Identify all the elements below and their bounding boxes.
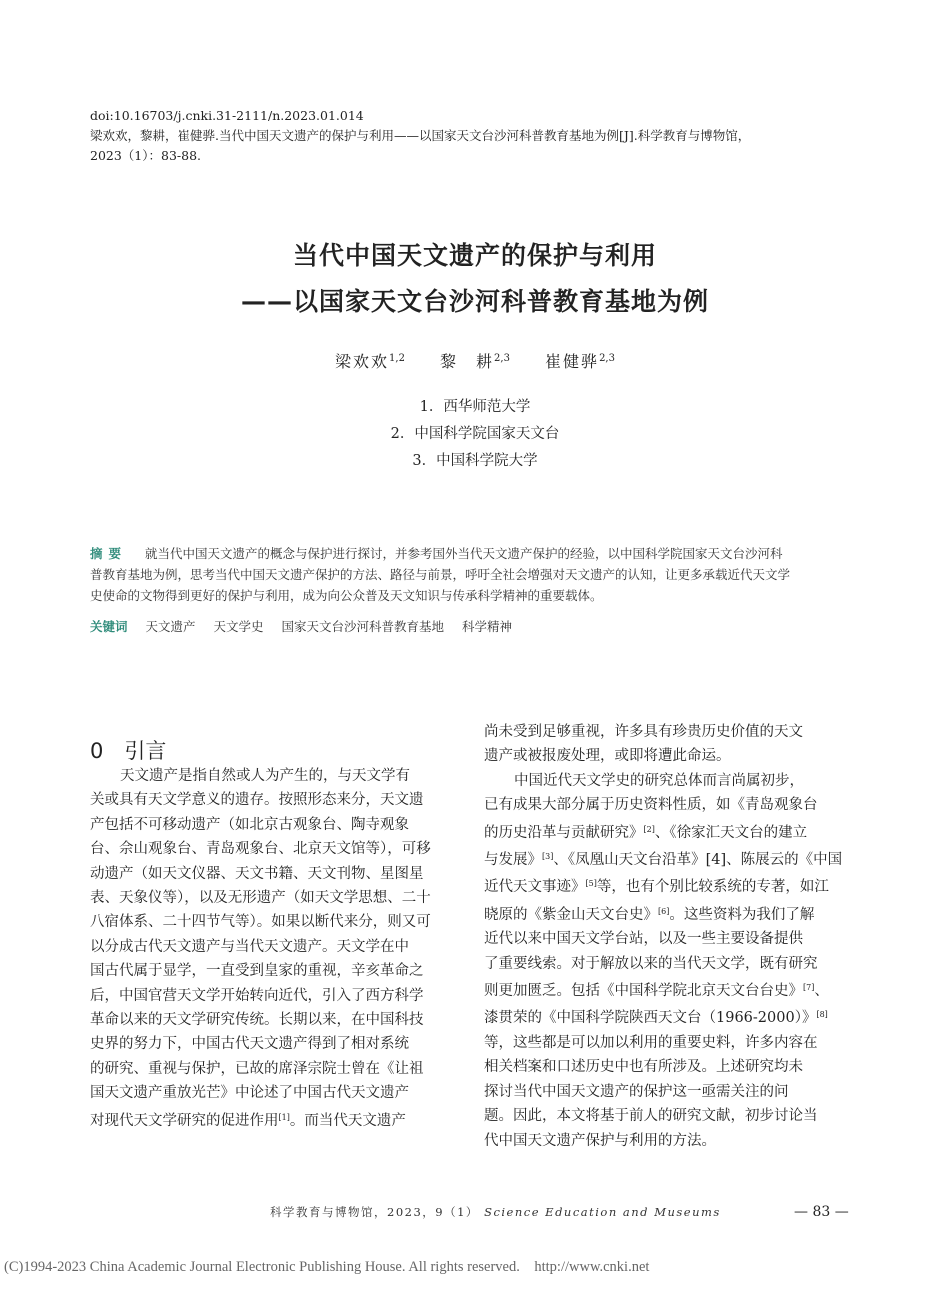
section-heading: 0 引言 — [90, 739, 167, 763]
reference-marker: [7] — [803, 983, 815, 993]
body-line: 遗产或被报废处理，或即将遭此命运。 — [484, 748, 731, 765]
affiliation: 2．中国科学院国家天文台 — [390, 426, 560, 442]
body-line: 相关档案和口述历史中也有所涉及。上述研究均未 — [484, 1059, 803, 1076]
body-line: 晓原的《紫金山天文台史》[6]。这些资料为我们了解 — [484, 906, 815, 923]
body-line: 以分成古代天文遗产与当代天文遗产。天文学在中 — [90, 938, 409, 955]
page-subtitle: ——以国家天文台沙河科普教育基地为例 — [240, 287, 709, 316]
body-line: 的研究、重视与保护，已故的席泽宗院士曾在《让祖 — [90, 1060, 424, 1077]
keyword: 天文学史 — [213, 619, 264, 634]
citation-line-1: 梁欢欢，黎耕，崔健骅.当代中国天文遗产的保护与利用——以国家天文台沙河科普教育基地为例[J].科学教育与博物馆， — [90, 128, 751, 143]
author: 黎 耕$^{2,3}$ — [440, 352, 510, 371]
abstract-label: 摘要 — [90, 546, 128, 561]
body-line: 八宿体系、二十四节气等）。如果以断代来分，则又可 — [90, 914, 431, 931]
body-line: 近代天文事迹》[5]等，也有个别比较系统的专著，如江 — [484, 879, 829, 896]
abstract — [90, 543, 865, 606]
body-line: 中国近代天文学史的研究总体而言尚属初步， — [514, 772, 804, 789]
reference-marker: [2] — [643, 824, 655, 834]
reference-marker: [1] — [278, 1112, 290, 1122]
abstract-line: 史使命的文物得到更好的保护与利用，成为向公众普及天文知识与传承科学精神的重要载体。 — [90, 588, 603, 603]
body-line: 产包括不可移动遗产（如北京古观象台、陶寺观象 — [90, 816, 409, 833]
keyword: 天文遗产 — [145, 619, 196, 634]
footer-journal-cn: 科学教育与博物馆，2023，9（1） — [270, 1205, 479, 1219]
body-line: 了重要线索。对于解放以来的当代天文学，既有研究 — [484, 955, 818, 972]
citation-block — [90, 106, 870, 166]
copyright-notice: (C)1994-2023 China Academic Journal Electronic Publishing House. All rights reserved. http://www.cnki.net — [4, 1259, 650, 1275]
body-line: 代中国天文遗产保护与利用的方法。 — [484, 1132, 716, 1149]
keyword: 国家天文台沙河科普教育基地 — [281, 619, 445, 634]
body-line: 革命以来的天文学研究传统。长期以来，在中国科技 — [90, 1012, 424, 1029]
body-line: 近代以来中国天文学台站，以及一些主要设备提供 — [484, 931, 803, 948]
author: 梁欢欢$^{1,2}$ — [335, 352, 405, 371]
body-line: 对现代天文学研究的促进作用[1]。而当代天文遗产 — [90, 1112, 406, 1129]
body-line: 史界的努力下，中国古代天文遗产得到了相对系统 — [90, 1036, 409, 1053]
right-column — [484, 720, 850, 1153]
abstract-line: 就当代中国天文遗产的概念与保护进行探讨，并参考国外当代天文遗产保护的经验，以中国科学院国家天文台沙河科 — [145, 546, 783, 561]
body-line: 漆贯荣的《中国科学院陕西天文台（1966-2000）》[8] — [484, 1010, 828, 1027]
body-line: 的历史沿革与贡献研究》[2]、《徐家汇天文台的建立 — [484, 824, 808, 841]
body-line: 国古代属于显学，一直受到皇家的重视，辛亥革命之 — [90, 963, 424, 980]
body-line: 关或具有天文学意义的遗存。按照形态来分，天文遗 — [90, 792, 424, 809]
body-line: 探讨当代中国天文遗产的保护这一亟需关注的问 — [484, 1083, 789, 1100]
citation-line-2: 2023（1）：83-88. — [90, 148, 202, 163]
footer-journal-en: Science Education and Museums — [484, 1205, 721, 1219]
reference-marker: [8] — [816, 1010, 828, 1020]
body-line: 动遗产（如天文仪器、天文书籍、天文刊物、星图星 — [90, 865, 424, 882]
keywords-label: 关键词 — [90, 619, 128, 634]
author: 崔健骅$^{2,3}$ — [545, 352, 615, 371]
keyword: 科学精神 — [462, 619, 513, 634]
body-line: 题。因此，本文将基于前人的研究文献，初步讨论当 — [484, 1108, 818, 1125]
body-line: 台、佘山观象台、青岛观象台、北京天文馆等），可移 — [90, 841, 431, 858]
author-list — [0, 349, 950, 372]
doi: doi:10.16703/j.cnki.31-2111/n.2023.01.014 — [90, 108, 364, 123]
body-line: 与发展》[3]、《凤凰山天文台沿革》[4]、陈展云的《中国 — [484, 852, 843, 869]
body-line: 天文遗产是指自然或人为产生的，与天文学有 — [120, 768, 410, 784]
affiliation: 3．中国科学院大学 — [412, 453, 538, 469]
affiliation: 1．西华师范大学 — [419, 399, 531, 415]
body-line: 则更加匮乏。包括《中国科学院北京天文台台史》[7]、 — [484, 983, 829, 1000]
reference-marker: [5] — [585, 879, 597, 889]
reference-marker: [6] — [658, 906, 670, 916]
reference-marker: [3] — [542, 852, 554, 862]
left-column — [90, 764, 455, 1133]
footer-journal — [270, 1204, 721, 1220]
body-line: 已有成果大部分属于历史资料性质，如《青岛观象台 — [484, 797, 818, 814]
page-number: — 83 — — [794, 1204, 849, 1220]
page-title: 当代中国天文遗产的保护与利用 — [292, 241, 657, 270]
keywords — [90, 617, 526, 635]
body-line: 等，这些都是可以加以利用的重要史料，许多内容在 — [484, 1034, 818, 1051]
body-line: 后，中国官营天文学开始转向近代，引入了西方科学 — [90, 987, 424, 1004]
abstract-line: 普教育基地为例，思考当代中国天文遗产保护的方法、路径与前景，呼吁全社会增强对天文遗产的认知，让更多承载近代天文学 — [90, 567, 791, 582]
body-line: 表、天象仪等），以及无形遗产（如天文学思想、二十 — [90, 890, 431, 907]
body-line: 国天文遗产重放光芒》中论述了中国古代天文遗产 — [90, 1085, 409, 1102]
body-line: 尚未受到足够重视，许多具有珍贵历史价值的天文 — [484, 724, 803, 740]
